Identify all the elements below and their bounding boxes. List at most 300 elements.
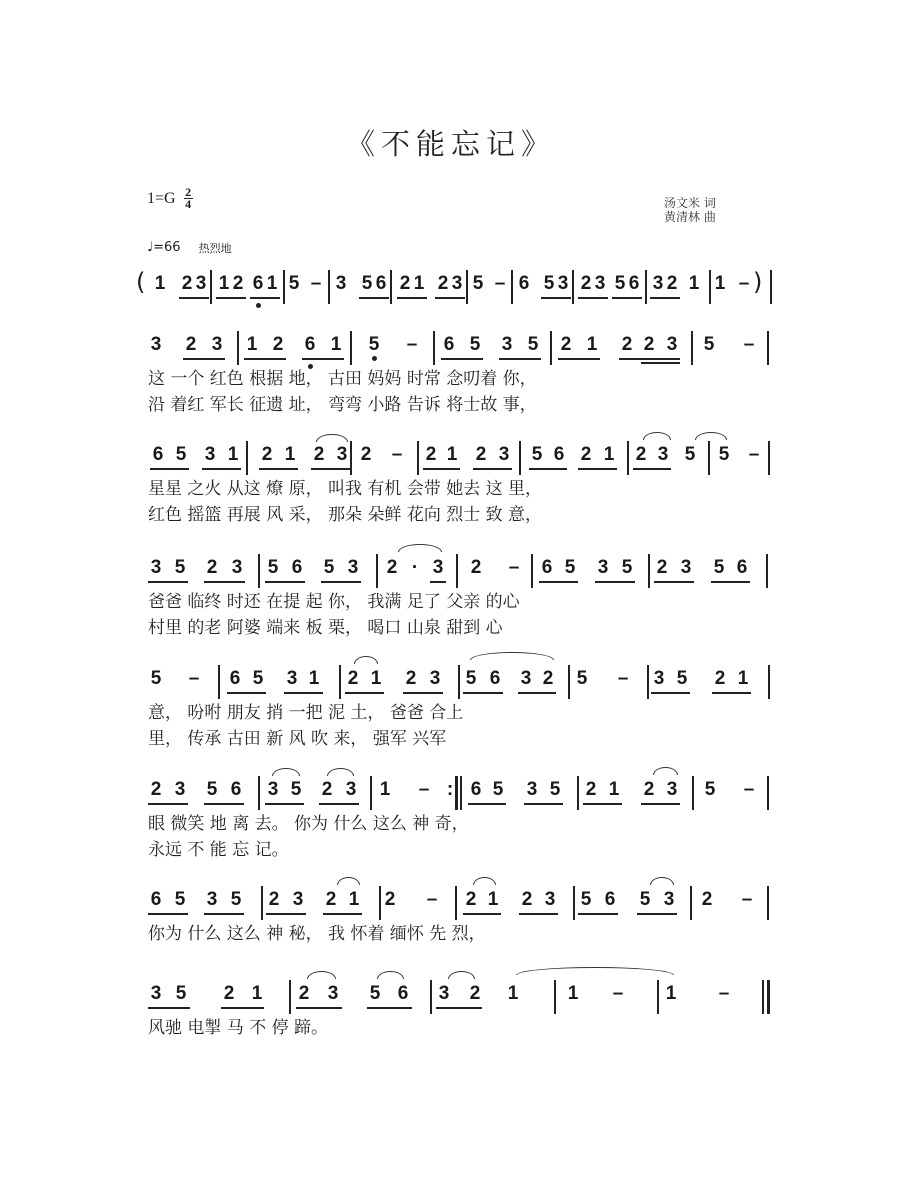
note: 5	[174, 557, 186, 578]
note: 1	[413, 273, 425, 294]
underline	[367, 1007, 412, 1009]
note: 6	[736, 557, 748, 578]
underline	[558, 358, 600, 360]
note: 5	[576, 668, 588, 689]
note: 1	[608, 779, 620, 800]
note: 1	[665, 983, 677, 1004]
note: 1	[737, 668, 749, 689]
lyric: 这 一个 红色 根据 地， 古田 妈妈 时常 念叨着 你，	[148, 369, 537, 389]
bar-line	[417, 441, 419, 475]
note: 1	[603, 444, 615, 465]
note: 6	[470, 779, 482, 800]
lyric: 风驰 电掣 马 不 停 蹄。	[148, 1018, 329, 1038]
note: 3	[204, 444, 216, 465]
note: –	[508, 557, 520, 578]
note: 5	[703, 334, 715, 355]
note: 1	[370, 668, 382, 689]
underline	[468, 803, 506, 805]
underline	[148, 581, 188, 583]
bar-line	[691, 331, 693, 365]
slur	[643, 432, 671, 440]
note: 5	[288, 273, 300, 294]
underline	[463, 913, 501, 915]
note: 5	[704, 779, 716, 800]
credits	[664, 196, 716, 224]
note: 3	[432, 557, 444, 578]
note: –	[743, 779, 755, 800]
underline	[221, 1007, 264, 1009]
note: 6	[229, 668, 241, 689]
underline	[311, 468, 350, 470]
bar-line	[328, 270, 330, 304]
bar-line	[572, 270, 574, 304]
note: –	[406, 334, 418, 355]
underline	[654, 581, 694, 583]
note: 6	[397, 983, 409, 1004]
bar-line	[210, 270, 212, 304]
note: –	[748, 444, 760, 465]
note: 5	[230, 889, 242, 910]
note: 2	[656, 557, 668, 578]
underline	[323, 913, 362, 915]
note: 3	[345, 779, 357, 800]
underline	[359, 297, 389, 299]
note: 2	[580, 444, 592, 465]
underline	[302, 358, 344, 360]
note: 3	[666, 334, 678, 355]
note: 2	[185, 334, 197, 355]
note: 3	[327, 983, 339, 1004]
note: 5	[174, 889, 186, 910]
underline	[204, 581, 245, 583]
note: 1	[330, 334, 342, 355]
note: 2	[268, 889, 280, 910]
underline	[265, 581, 305, 583]
note: 2	[701, 889, 713, 910]
bar-line	[246, 441, 248, 475]
key-label: 1=G	[147, 189, 176, 207]
note: 5	[369, 983, 381, 1004]
note: ·	[411, 557, 419, 578]
underline	[284, 692, 323, 694]
note: 3	[438, 983, 450, 1004]
note: 2	[360, 444, 372, 465]
composer-credit: 黄清林 曲	[664, 210, 716, 224]
underline	[259, 468, 298, 470]
note: –	[612, 983, 624, 1004]
bar-line	[339, 665, 341, 699]
low-octave-dot	[256, 303, 261, 308]
note: 2	[521, 889, 533, 910]
note: 2	[425, 444, 437, 465]
note: 1	[218, 273, 230, 294]
note: 5	[175, 983, 187, 1004]
note: 6	[518, 273, 530, 294]
note: 5	[323, 557, 335, 578]
note: 5	[527, 334, 539, 355]
underline	[423, 468, 460, 470]
note: 2	[272, 334, 284, 355]
note: 3	[597, 557, 609, 578]
underline	[619, 358, 680, 360]
note: –	[310, 273, 322, 294]
note: 5	[676, 668, 688, 689]
note: 3	[195, 273, 207, 294]
slur	[695, 432, 727, 440]
bar-line	[350, 331, 352, 365]
note: 5	[684, 444, 696, 465]
open-paren: (	[136, 268, 146, 296]
bar-line	[379, 886, 381, 920]
lyricist-credit: 汤文米 词	[664, 196, 716, 210]
underline	[519, 913, 558, 915]
note: 5	[564, 557, 576, 578]
note: 1	[688, 273, 700, 294]
bar-line	[648, 554, 650, 588]
slur	[307, 971, 336, 979]
underline	[436, 1007, 482, 1009]
close-paren: )	[753, 268, 763, 296]
underline	[244, 358, 286, 360]
note: 2	[313, 444, 325, 465]
note: 3	[498, 444, 510, 465]
underline	[150, 468, 189, 470]
note: 2	[150, 779, 162, 800]
note: 6	[291, 557, 303, 578]
note: 5	[368, 334, 380, 355]
note: 6	[628, 273, 640, 294]
note: 6	[252, 273, 264, 294]
note: 1	[284, 444, 296, 465]
note: 2	[386, 557, 398, 578]
bar-line	[237, 331, 239, 365]
note: 5	[713, 557, 725, 578]
note: 5	[543, 273, 555, 294]
note: 1	[227, 444, 239, 465]
note: –	[617, 668, 629, 689]
underline	[612, 297, 642, 299]
note: 2	[560, 334, 572, 355]
note: 3	[150, 983, 162, 1004]
underline	[441, 358, 483, 360]
underline	[266, 913, 306, 915]
note: 3	[335, 273, 347, 294]
underline	[578, 913, 618, 915]
slur	[327, 768, 354, 776]
slur	[316, 434, 348, 442]
note: 5	[580, 889, 592, 910]
bar-line	[709, 270, 711, 304]
underline	[633, 468, 671, 470]
note: –	[741, 889, 753, 910]
bar-line	[692, 776, 694, 810]
underline	[321, 581, 361, 583]
slur	[337, 877, 360, 885]
underline	[578, 468, 617, 470]
bar-line	[370, 776, 372, 810]
note: 1	[586, 334, 598, 355]
note: 2	[666, 273, 678, 294]
note: 5	[267, 557, 279, 578]
lyric: 里， 传承 古田 新 风 吹 来， 强军 兴军	[148, 729, 447, 749]
underline	[296, 1007, 342, 1009]
slur	[398, 544, 442, 552]
bar-line	[767, 886, 769, 920]
note: 3	[663, 889, 675, 910]
note: –	[738, 273, 750, 294]
underline	[345, 692, 384, 694]
note: 3	[174, 779, 186, 800]
underline	[524, 803, 563, 805]
underline	[529, 468, 567, 470]
note: 2	[465, 889, 477, 910]
note: 2	[181, 273, 193, 294]
note: 3	[211, 334, 223, 355]
note: –	[426, 889, 438, 910]
note: 5	[150, 668, 162, 689]
note: 2	[347, 668, 359, 689]
bar-line	[218, 665, 220, 699]
note: 6	[443, 334, 455, 355]
lyric: 红色 摇篮 再展 风 采， 那朵 朵鲜 花向 烈士 致 意，	[148, 505, 543, 525]
bar-line	[433, 331, 435, 365]
underline	[595, 581, 635, 583]
note: 2	[643, 334, 655, 355]
song-title: 《不能忘记》	[345, 127, 556, 161]
lyric: 你为 什么 这么 神 秘， 我 怀着 缅怀 先 烈，	[148, 924, 486, 944]
bar-line	[767, 776, 769, 810]
note: 6	[150, 889, 162, 910]
underline	[183, 358, 225, 360]
note: 5	[549, 779, 561, 800]
note: 3	[429, 668, 441, 689]
note: 6	[553, 444, 565, 465]
lyric: 意， 吩咐 朋友 捎 一把 泥 土， 爸爸 合上	[148, 703, 464, 723]
underline	[463, 692, 503, 694]
lyric: 村里 的老 阿婆 端来 板 栗， 喝口 山泉 甜到 心	[148, 618, 503, 638]
note: 1	[348, 889, 360, 910]
bar-line	[511, 270, 513, 304]
bar-line	[519, 441, 521, 475]
bar-line	[350, 441, 352, 475]
note: 3	[657, 444, 669, 465]
note: –	[494, 273, 506, 294]
note: 3	[336, 444, 348, 465]
bar-line	[573, 886, 575, 920]
underline	[265, 803, 304, 805]
note: 2	[223, 983, 235, 1004]
note: 2	[643, 779, 655, 800]
underline	[227, 692, 266, 694]
note: 2	[585, 779, 597, 800]
note: 6	[230, 779, 242, 800]
bar-line	[456, 554, 458, 588]
bar-line	[708, 441, 710, 475]
bar-line	[767, 331, 769, 365]
note: 2	[437, 273, 449, 294]
note: 5	[531, 444, 543, 465]
note: 5	[718, 444, 730, 465]
note: 1	[266, 273, 278, 294]
slur	[448, 971, 475, 979]
note: 5	[639, 889, 651, 910]
note: 3	[501, 334, 513, 355]
note: 2	[261, 444, 273, 465]
note: 3	[544, 889, 556, 910]
note: 3	[520, 668, 532, 689]
slur	[516, 967, 674, 975]
note: 6	[304, 334, 316, 355]
bar-line	[531, 554, 533, 588]
note: –	[391, 444, 403, 465]
note: 3	[526, 779, 538, 800]
note: 1	[446, 444, 458, 465]
underline	[319, 803, 359, 805]
underline	[430, 581, 446, 583]
bar-line	[466, 270, 468, 304]
note: –	[718, 983, 730, 1004]
underline	[583, 803, 622, 805]
note: 3	[666, 779, 678, 800]
repeat-sign: :	[446, 779, 454, 800]
note: 2	[399, 273, 411, 294]
note: 2	[232, 273, 244, 294]
slur	[650, 877, 674, 885]
note: 5	[290, 779, 302, 800]
slur	[470, 652, 554, 660]
underline	[216, 297, 246, 299]
note: 5	[469, 334, 481, 355]
underline	[651, 692, 690, 694]
note: 3	[594, 273, 606, 294]
bar-line	[430, 980, 432, 1014]
note: 1	[507, 983, 519, 1004]
note: 1	[251, 983, 263, 1004]
bar-line	[577, 776, 579, 810]
note: 3	[150, 334, 162, 355]
underline	[711, 581, 750, 583]
note: 1	[154, 273, 166, 294]
note: 3	[231, 557, 243, 578]
note: 5	[492, 779, 504, 800]
note: 3	[451, 273, 463, 294]
note: 5	[614, 273, 626, 294]
underline	[179, 297, 209, 299]
underline	[250, 297, 280, 299]
slur	[354, 656, 378, 664]
note: 2	[470, 557, 482, 578]
bar-line	[258, 776, 260, 810]
note: 2	[206, 557, 218, 578]
lyric: 眼 微笑 地 离 去。 你为 什么 这么 神 奇，	[148, 814, 469, 834]
slur	[653, 767, 678, 775]
bar-line	[283, 270, 285, 304]
note: 2	[635, 444, 647, 465]
note: 2	[405, 668, 417, 689]
note: –	[418, 779, 430, 800]
note: 1	[246, 334, 258, 355]
bar-line	[627, 441, 629, 475]
underline	[204, 913, 244, 915]
repeat-bar	[455, 776, 458, 810]
note: 2	[298, 983, 310, 1004]
bar-line	[768, 441, 770, 475]
bar-line	[690, 886, 692, 920]
bar-line	[455, 886, 457, 920]
note: 2	[714, 668, 726, 689]
underline	[204, 803, 244, 805]
bar-line	[657, 980, 659, 1014]
bar-line	[768, 665, 770, 699]
note: 3	[150, 557, 162, 578]
lyric: 沿 着红 军长 征遗 址， 弯弯 小路 告诉 将士故 事，	[148, 395, 537, 415]
note: 2	[621, 334, 633, 355]
note: –	[743, 334, 755, 355]
note: 5	[361, 273, 373, 294]
underline	[499, 358, 541, 360]
note: 2	[580, 273, 592, 294]
note: 3	[206, 889, 218, 910]
slur	[272, 768, 300, 776]
note: 5	[206, 779, 218, 800]
note: –	[188, 668, 200, 689]
bar-line	[261, 886, 263, 920]
note: 5	[472, 273, 484, 294]
tempo-marking	[147, 240, 232, 256]
note: 3	[653, 668, 665, 689]
note: 1	[308, 668, 320, 689]
note: 2	[325, 889, 337, 910]
underline	[518, 692, 556, 694]
note: 3	[286, 668, 298, 689]
note: 5	[465, 668, 477, 689]
note: 5	[175, 444, 187, 465]
bar-line	[766, 554, 768, 588]
note: 3	[557, 273, 569, 294]
note: 3	[347, 557, 359, 578]
underline	[473, 468, 512, 470]
underline	[578, 297, 608, 299]
lyric: 爸爸 临终 时还 在提 起 你， 我满 足了 父亲 的心	[148, 592, 520, 612]
underline	[397, 297, 427, 299]
slur	[377, 971, 404, 979]
repeat-bar	[460, 776, 462, 810]
low-octave-dot	[372, 356, 377, 361]
lyric: 星星 之火 从这 燎 原， 叫我 有机 会带 她去 这 里，	[148, 479, 543, 499]
underline	[435, 297, 465, 299]
bar-line	[645, 270, 647, 304]
note: 3	[267, 779, 279, 800]
note: 1	[379, 779, 391, 800]
note: 5	[621, 557, 633, 578]
bar-line	[376, 554, 378, 588]
tempo-value: ♩=66	[147, 240, 181, 255]
underline	[637, 913, 677, 915]
note: 3	[680, 557, 692, 578]
note: 3	[652, 273, 664, 294]
note: 6	[541, 557, 553, 578]
note: 6	[375, 273, 387, 294]
note: 3	[292, 889, 304, 910]
underline	[148, 1007, 190, 1009]
note: 6	[604, 889, 616, 910]
note: 6	[489, 668, 501, 689]
note: 2	[384, 889, 396, 910]
final-bar	[762, 980, 764, 1014]
note: 2	[475, 444, 487, 465]
underline	[712, 692, 751, 694]
tempo-expression: 热烈地	[198, 242, 232, 255]
